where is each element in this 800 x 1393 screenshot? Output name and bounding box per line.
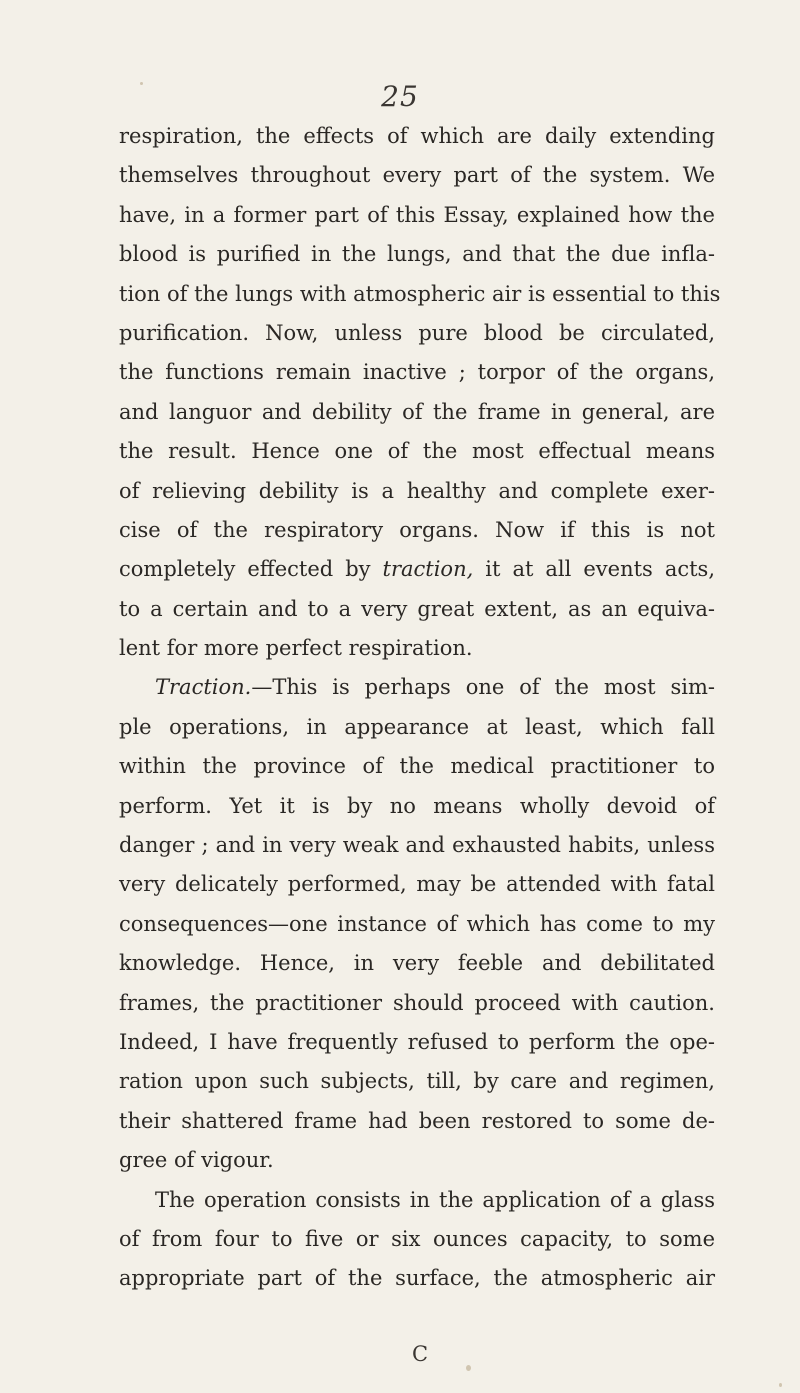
text-line (119, 629, 715, 668)
line-text: Indeed, I have frequently refused to perform the ope- (119, 1029, 715, 1054)
text-line (119, 668, 715, 707)
line-text: cise of the respiratory organs. Now if this is not (119, 517, 715, 542)
page-number: 25 (381, 80, 419, 113)
line-text: lent for more perfect respiration. (119, 636, 473, 661)
line-text: the result. Hence one of the most effectual means (119, 439, 715, 464)
text-line (119, 944, 715, 983)
text-line (119, 117, 715, 156)
line-text: The operation consists in the application of a glass (155, 1187, 715, 1212)
text-line (119, 393, 715, 432)
line-text: of from four to five or six ounces capacity, to some (119, 1226, 715, 1251)
line-text: blood is purified in the lungs, and that the due infla- (119, 242, 715, 267)
line-text: appropriate part of the surface, the atmospheric air (119, 1266, 715, 1291)
text-line (119, 1181, 715, 1220)
line-text: frames, the practitioner should proceed with caution. (119, 990, 715, 1015)
signature-mark: C (411, 1342, 429, 1366)
line-text: consequences—one instance of which has come to my (119, 911, 715, 936)
italic-text: traction, (382, 557, 474, 582)
text-line (119, 1220, 715, 1259)
text-line (119, 905, 715, 944)
text-line (119, 314, 715, 353)
text-line (119, 196, 715, 235)
paper-speck (779, 1383, 782, 1387)
line-text: —This is perhaps one of the most sim- (251, 675, 715, 700)
text-line (119, 472, 715, 511)
line-text: very delicately performed, may be attended with fatal (119, 872, 715, 897)
text-line (119, 984, 715, 1023)
text-line (119, 550, 715, 589)
line-text: the functions remain inactive ; torpor of the organs, (119, 360, 715, 385)
line-text: ration upon such subjects, till, by care and regimen, (119, 1069, 715, 1094)
line-text: to a certain and to a very great extent, as an equiva- (119, 596, 715, 621)
line-text: completely effected by (119, 557, 383, 582)
line-text: themselves throughout every part of the system. We (119, 163, 715, 188)
line-text: purification. Now, unless pure blood be circulated, (119, 320, 715, 345)
text-line (119, 747, 715, 786)
text-line (119, 865, 715, 904)
paper-speck (140, 82, 143, 85)
line-text: and languor and debility of the frame in general, are (119, 399, 715, 424)
line-text: it at all events acts, (473, 557, 715, 582)
line-text: have, in a former part of this Essay, explained how the (119, 202, 715, 227)
line-text: danger ; and in very weak and exhausted habits, unless (119, 833, 715, 858)
text-line (119, 590, 715, 629)
line-text: respiration, the effects of which are daily extending (119, 124, 715, 148)
text-line (119, 1062, 715, 1101)
line-text: tion of the lungs with atmospheric air is essential to this (119, 281, 721, 306)
line-text: gree of vigour. (119, 1148, 274, 1173)
line-text: their shattered frame had been restored to some de- (119, 1108, 715, 1133)
body-text (119, 117, 721, 1299)
text-line (119, 1141, 715, 1180)
line-text: of relieving debility is a healthy and complete exer- (119, 478, 715, 503)
text-line (119, 1259, 715, 1298)
text-line (119, 1102, 715, 1141)
line-text: ple operations, in appearance at least, which fall (119, 714, 715, 739)
text-line (119, 708, 715, 747)
text-line (119, 353, 715, 392)
text-line (119, 275, 721, 314)
paper-speck (466, 1365, 471, 1371)
text-line (119, 787, 715, 826)
text-line (119, 511, 715, 550)
line-text: perform. Yet it is by no means wholly devoid of (119, 793, 715, 818)
line-text: knowledge. Hence, in very feeble and debilitated (119, 951, 715, 976)
line-text: within the province of the medical practitioner to (119, 754, 715, 779)
text-line (119, 1023, 715, 1062)
text-line (119, 432, 715, 471)
text-line (119, 826, 715, 865)
italic-text: Traction. (155, 675, 252, 700)
text-line (119, 235, 715, 274)
text-line (119, 156, 715, 195)
